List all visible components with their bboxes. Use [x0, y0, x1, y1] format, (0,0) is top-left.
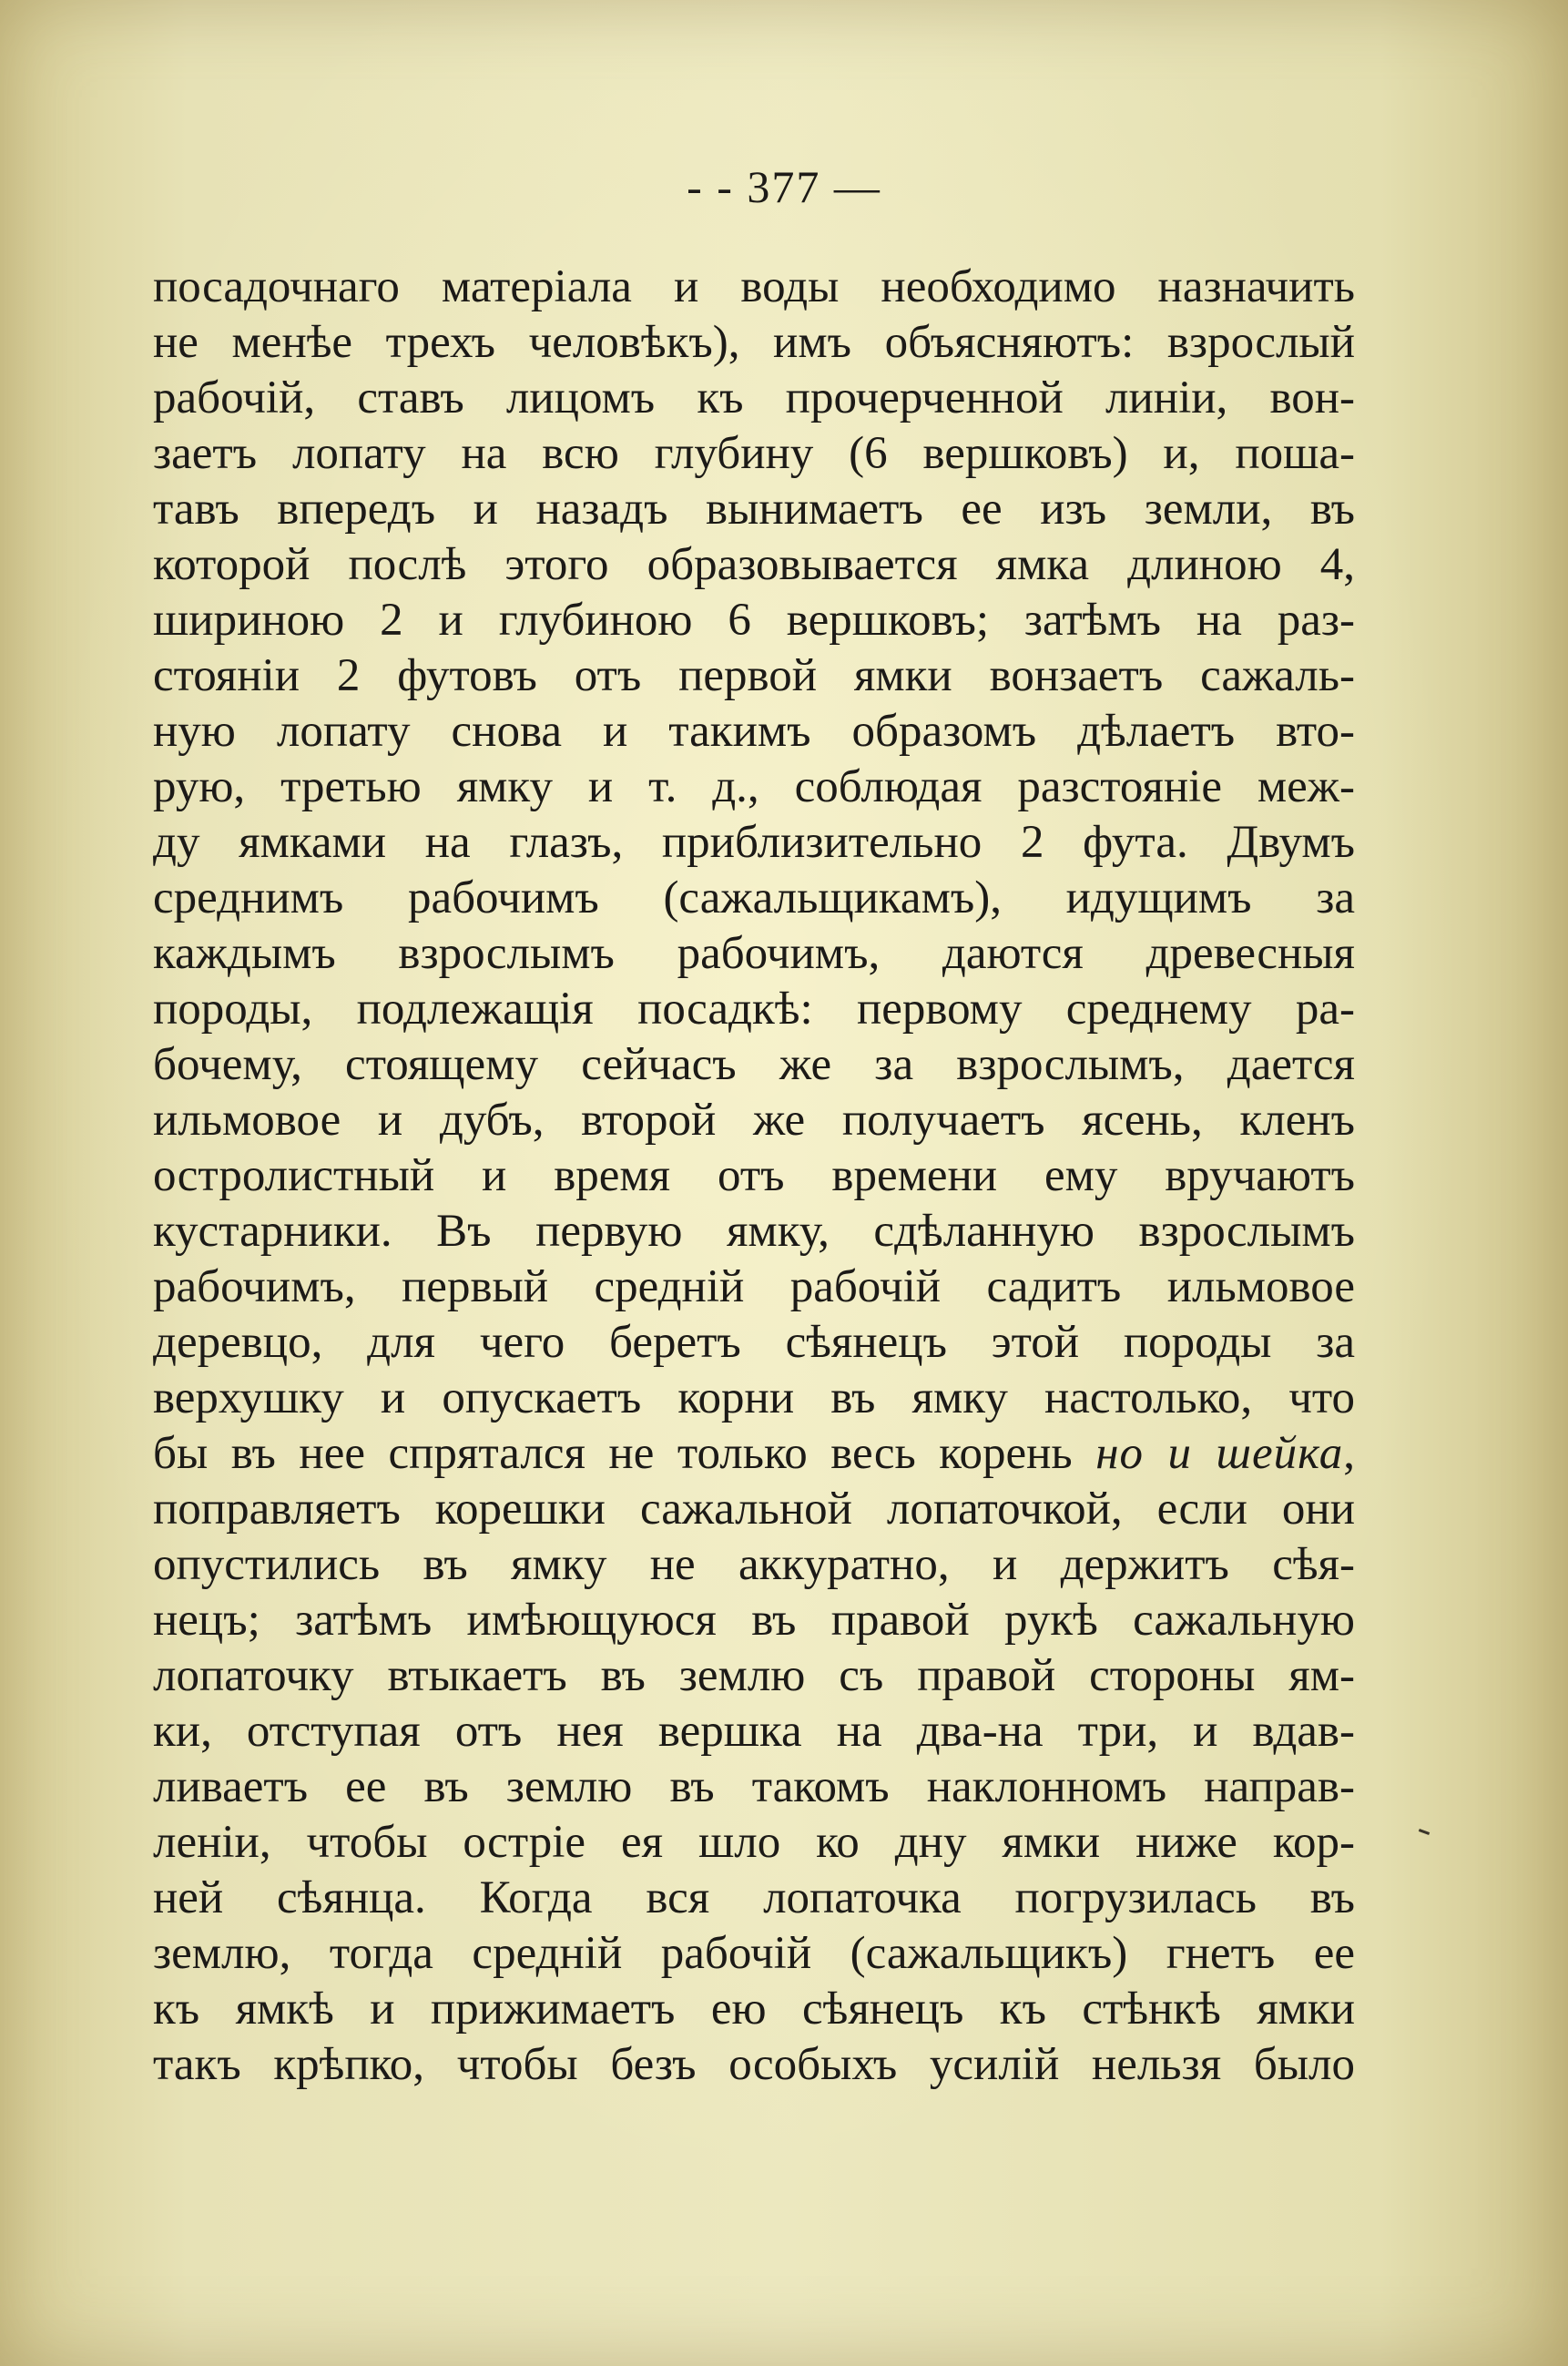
text-line-15: бочему, стоящему сейчасъ же за взрослымъ, дается	[153, 1039, 1355, 1090]
text-line-11: ду ямками на глазъ, приблизительно 2 фута. Двумъ	[153, 817, 1355, 868]
text-line-30: ней сѣянца. Когда вся лопаточка погрузилась въ	[153, 1872, 1355, 1923]
emphasis-comma: ,	[1343, 1428, 1355, 1479]
text-line-12: среднимъ рабочимъ (сажальщикамъ), идущимъ за	[153, 872, 1355, 923]
text-line-4: заетъ лопату на всю глубину (6 вершковъ) и, поша-	[153, 428, 1355, 479]
text-line-3: рабочій, ставъ лицомъ къ прочерченной линіи, вон-	[153, 372, 1355, 423]
text-line-2: не менѣе трехъ человѣкъ), имъ объясняютъ: взрослый	[153, 317, 1355, 368]
text-line-24: опустились въ ямку не аккуратно, и держитъ сѣя-	[153, 1539, 1355, 1590]
text-line-27: ки, отступая отъ нея вершка на два-на три, и вдав-	[153, 1706, 1355, 1757]
text-line-22-main: бы въ нее спрятался не только весь корень	[153, 1428, 1073, 1479]
text-line-21: верхушку и опускаетъ корни въ ямку настолько, что	[153, 1372, 1355, 1423]
text-line-9: ную лопату снова и такимъ образомъ дѣлаетъ вто-	[153, 706, 1355, 757]
text-line-18: кустарники. Въ первую ямку, сдѣланную взрослымъ	[153, 1206, 1355, 1257]
text-line-26: лопаточку втыкаетъ въ землю съ правой стороны ям-	[153, 1650, 1355, 1701]
text-line-13: каждымъ взрослымъ рабочимъ, даются древесныя	[153, 928, 1355, 979]
text-line-8: стояніи 2 футовъ отъ первой ямки вонзаетъ сажаль-	[153, 650, 1355, 701]
text-line-1: посадочнаго матеріала и воды необходимо назначить	[153, 261, 1355, 312]
text-line-32: къ ямкѣ и прижимаетъ ею сѣянецъ къ стѣнкѣ ямки	[153, 1984, 1355, 2035]
text-line-14: породы, подлежащія посадкѣ: первому среднему ра-	[153, 984, 1355, 1035]
text-line-23: поправляетъ корешки сажальной лопаточкой, если они	[153, 1484, 1355, 1535]
text-line-25: нецъ; затѣмъ имѣющуюся въ правой рукѣ сажальную	[153, 1595, 1355, 1646]
text-line-28: ливаетъ ее въ землю въ такомъ наклонномъ направ-	[153, 1761, 1355, 1812]
text-line-33: такъ крѣпко, чтобы безъ особыхъ усилій нельзя было	[153, 2039, 1355, 2090]
text-line-7: шириною 2 и глубиною 6 вершковъ; затѣмъ на раз-	[153, 595, 1355, 646]
text-line-17: остролистный и время отъ времени ему вручаютъ	[153, 1150, 1355, 1201]
text-line-29: леніи, чтобы остріе ея шло ко дну ямки ниже кор-	[153, 1817, 1355, 1868]
page-number: - - 377 —	[687, 161, 881, 212]
text-line-16: ильмовое и дубъ, второй же получаетъ ясень, кленъ	[153, 1095, 1355, 1146]
text-line-31: землю, тогда средній рабочій (сажальщикъ) гнетъ ее	[153, 1928, 1355, 1979]
ink-speck	[1419, 1829, 1430, 1835]
text-line-20: деревцо, для чего беретъ сѣянецъ этой породы за	[153, 1317, 1355, 1368]
text-line-10: рую, третью ямку и т. д., соблюдая разстояніе меж-	[153, 761, 1355, 812]
body-text	[153, 260, 1355, 2093]
text-line-6: которой послѣ этого образовывается ямка длиною 4,	[153, 539, 1355, 590]
text-line-5: тавъ впередъ и назадъ вынимаетъ ее изъ земли, въ	[153, 484, 1355, 535]
text-line-19: рабочимъ, первый средній рабочій садитъ ильмовое	[153, 1261, 1355, 1312]
text-line-22	[153, 1426, 1355, 1482]
italic-emphasis: но и шейка	[1095, 1428, 1344, 1479]
